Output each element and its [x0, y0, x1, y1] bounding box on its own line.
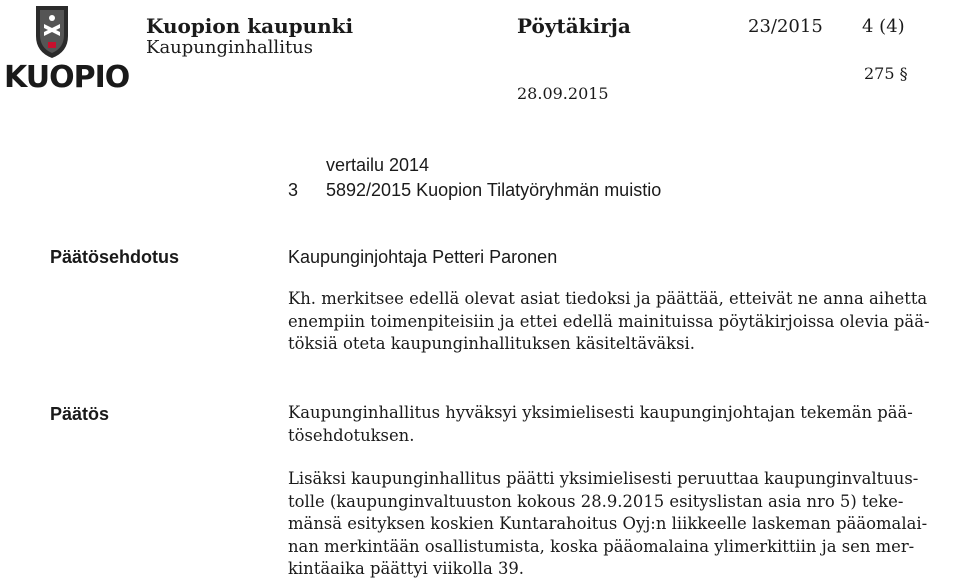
text-line: Kh. merkitsee edellä olevat asiat tiedoksi ja päättää, etteivät ne anna aihetta	[288, 289, 928, 308]
text-line: mänsä esityksen koskien Kuntarahoitus Oyj:n liikkeelle laskeman pääomalai-	[288, 514, 928, 534]
text-line: tolle (kaupunginvaltuuston kokous 28.9.2015 esityslistan asia nro 5) teke-	[288, 491, 904, 511]
decision-paragraph	[288, 402, 948, 447]
text-line: Kaupunginhallitus hyväksyi yksimielisesti kaupunginjohtajan tekemän pää-	[288, 403, 913, 422]
text-line: Lisäksi kaupunginhallitus päätti yksimielisesti peruuttaa kaupunginvaltuus-	[288, 469, 919, 488]
proposer-name: Kaupunginjohtaja Petteri Paronen	[288, 247, 558, 267]
page-indicator: 4 (4)	[862, 16, 905, 37]
attachment-item-text: vertailu 2014	[326, 155, 430, 175]
section-number: 275 §	[864, 64, 908, 83]
kuopio-logo	[4, 2, 130, 98]
proposal-paragraph	[288, 288, 948, 356]
logo-wordmark: KUOPIO	[4, 60, 130, 95]
text-line: töksiä oteta kaupunginhallituksen käsiteltäväksi.	[288, 334, 695, 354]
text-line: enempiin toimenpiteisiin ja ettei edellä mainituissa pöytäkirjoissa olevia pää-	[288, 311, 930, 331]
document-type: Pöytäkirja	[517, 14, 631, 38]
organization-name: Kuopion kaupunki	[146, 14, 354, 38]
attachment-item-text: 5892/2015 Kuopion Tilatyöryhmän muistio	[326, 180, 662, 200]
decision-label: Päätös	[50, 404, 110, 424]
text-line: nan merkintään osallistumista, koska pääomalaina ylimerkittiin ja sen mer-	[288, 536, 915, 556]
decision-paragraph	[288, 468, 948, 581]
text-line: tösehdotuksen.	[288, 425, 415, 445]
proposal-label: Päätösehdotus	[50, 247, 180, 267]
organization-body: Kaupunginhallitus	[146, 37, 314, 58]
text-line: kintäaika päättyi viikolla 39.	[288, 559, 525, 579]
attachment-item-number: 3	[288, 180, 299, 200]
document-date: 28.09.2015	[517, 84, 609, 103]
coat-of-arms-icon	[4, 2, 100, 62]
document-number: 23/2015	[748, 16, 823, 37]
